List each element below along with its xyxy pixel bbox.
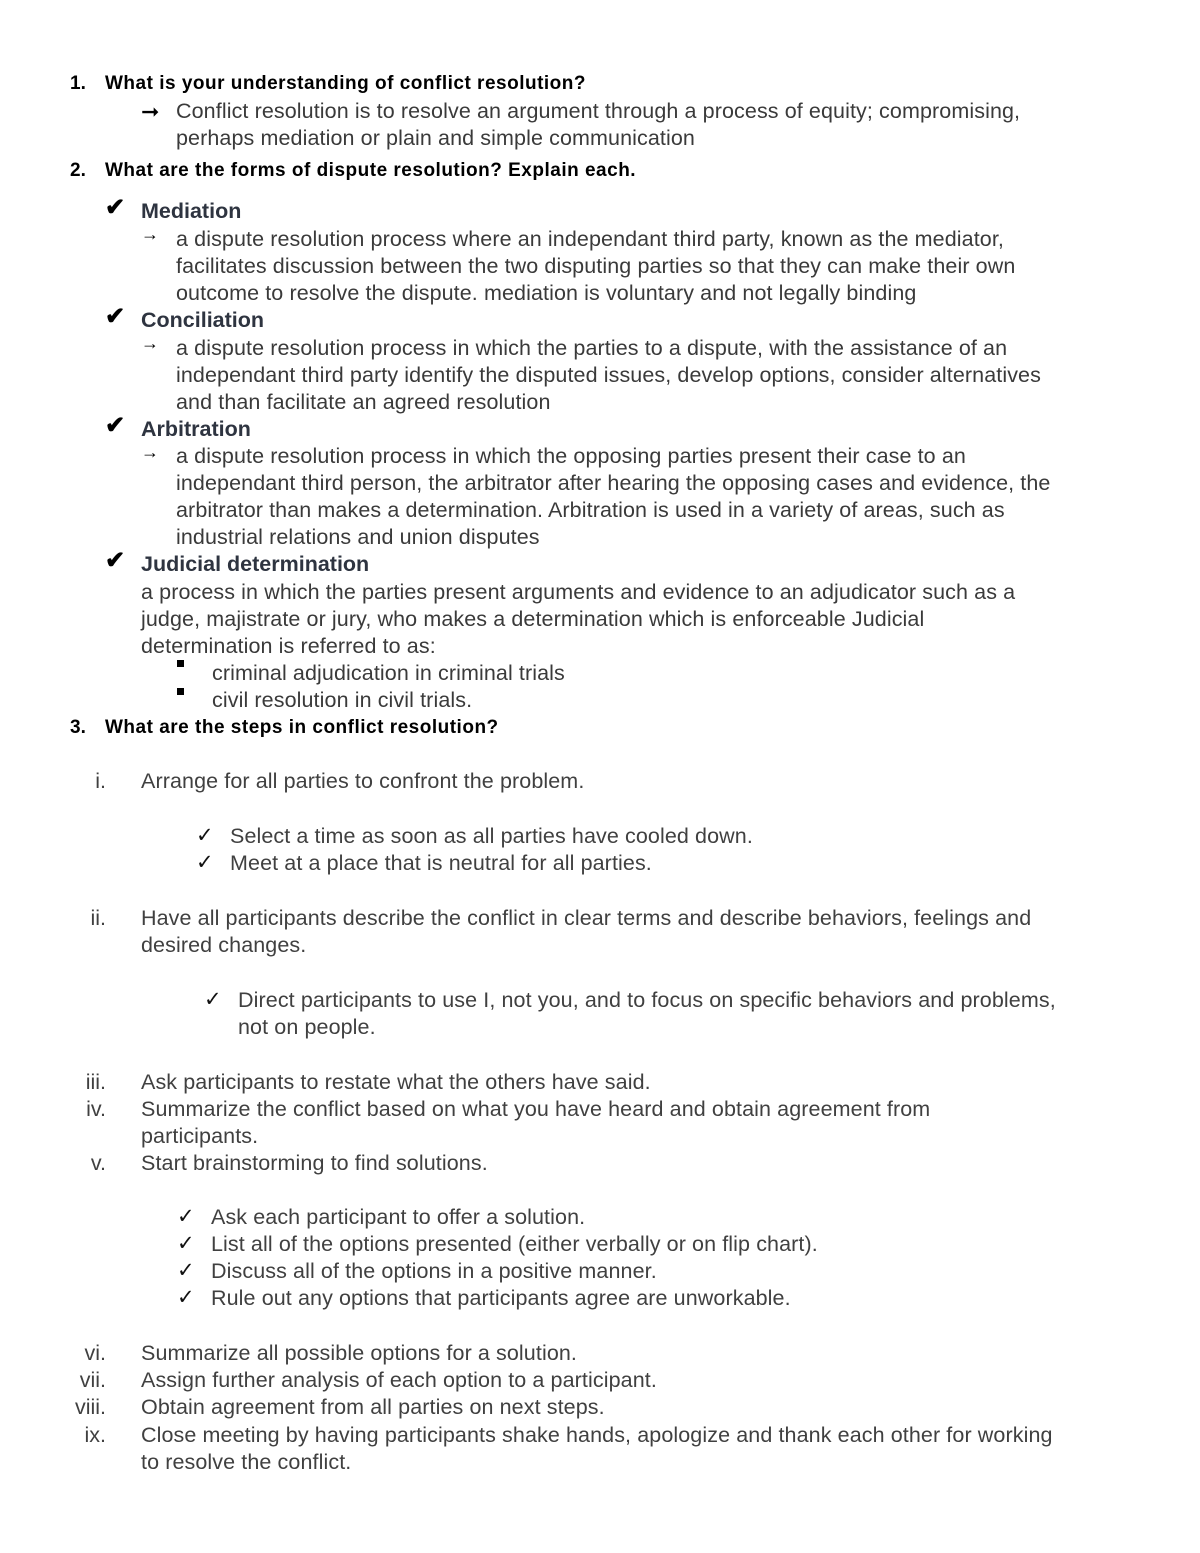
checkmark-icon: ✔ [105,412,126,439]
bullet-item: civil resolution in civil trials. [212,688,473,712]
checkmark-icon: ✔ [105,547,126,574]
bullet-square-icon [177,688,184,695]
checkmark-icon: ✓ [196,824,214,847]
question-3-number: 3. [70,717,86,738]
form-description-line: a process in which the parties present arguments and evidence to an adjudicator such as a [141,580,1016,604]
sub-step-text: Direct participants to use I, not you, and to focus on specific behaviors and problems, [238,988,1056,1012]
checkmark-icon: ✓ [177,1259,195,1282]
bullet-item: criminal adjudication in criminal trials [212,661,565,685]
form-description-line: outcome to resolve the dispute. mediation is voluntary and not legally binding [176,281,917,305]
sub-step-text: Discuss all of the options in a positive manner. [211,1259,657,1283]
step-numeral: ii. [90,906,106,930]
step-numeral: vii. [79,1368,106,1392]
checkmark-icon: ✓ [204,988,222,1011]
checkmark-icon: ✓ [177,1232,195,1255]
step-numeral: i. [95,769,106,793]
step-numeral: iii. [85,1070,106,1094]
arrow-icon: → [141,442,159,462]
checkmark-icon: ✔ [105,194,126,221]
step-text: Start brainstorming to find solutions. [141,1151,488,1175]
step-numeral: iv. [86,1097,106,1121]
question-2-text: What are the forms of dispute resolution? Explain each. [105,160,637,181]
bullet-square-icon [177,660,184,667]
form-title-conciliation: Conciliation [141,308,265,332]
question-1-text: What is your understanding of conflict resolution? [105,73,586,94]
step-text: Summarize all possible options for a solution. [141,1341,578,1365]
step-text: participants. [141,1124,259,1148]
form-description-line: industrial relations and union disputes [176,525,540,549]
step-numeral: v. [90,1151,106,1175]
sub-step-text: Select a time as soon as all parties have cooled down. [230,824,753,848]
form-description-line: a dispute resolution process in which the parties to a dispute, with the assistance of an [176,336,1008,360]
form-description-line: and than facilitate an agreed resolution [176,390,551,414]
form-title-arbitration: Arbitration [141,417,251,441]
step-text: Summarize the conflict based on what you have heard and obtain agreement from [141,1097,931,1121]
answer-1-line: Conflict resolution is to resolve an argument through a process of equity; compromising, [176,99,1021,123]
step-text: Ask participants to restate what the others have said. [141,1070,651,1094]
form-title-judicial-determination: Judicial determination [141,552,370,576]
form-description-line: determination is referred to as: [141,634,436,658]
form-description-line: independant third person, the arbitrator after hearing the opposing cases and evidence, the [176,471,1051,495]
step-text: Assign further analysis of each option to a participant. [141,1368,657,1392]
checkmark-icon: ✓ [177,1205,195,1228]
checkmark-icon: ✔ [105,303,126,330]
step-text: desired changes. [141,933,307,957]
arrow-icon: → [141,224,159,244]
form-description-line: independant third party identify the disputed issues, develop options, consider alternatives [176,363,1041,387]
form-description-line: a dispute resolution process in which the opposing parties present their case to an [176,444,966,468]
checkmark-icon: ✓ [177,1286,195,1309]
sub-step-text: Ask each participant to offer a solution. [211,1205,586,1229]
arrow-icon: ➞ [141,99,160,124]
form-description-line: judge, majistrate or jury, who makes a determination which is enforceable Judicial [141,607,925,631]
step-numeral: ix. [84,1423,106,1447]
question-3-text: What are the steps in conflict resolution? [105,717,499,738]
sub-step-text: List all of the options presented (either verbally or on flip chart). [211,1232,818,1256]
answer-1-line: perhaps mediation or plain and simple communication [176,126,695,150]
question-1-number: 1. [70,73,86,94]
sub-step-text: Rule out any options that participants agree are unworkable. [211,1286,791,1310]
sub-step-text: Meet at a place that is neutral for all parties. [230,851,652,875]
form-title-mediation: Mediation [141,199,242,223]
step-text: Obtain agreement from all parties on next steps. [141,1395,605,1419]
step-text: Arrange for all parties to confront the problem. [141,769,585,793]
step-numeral: vi. [84,1341,106,1365]
step-text: Close meeting by having participants shake hands, apologize and thank each other for working [141,1423,1053,1447]
arrow-icon: → [141,333,159,353]
step-text: Have all participants describe the conflict in clear terms and describe behaviors, feelings and [141,906,1032,930]
form-description-line: facilitates discussion between the two disputing parties so that they can make their own [176,254,1016,278]
step-text: to resolve the conflict. [141,1450,352,1474]
form-description-line: a dispute resolution process where an independant third party, known as the mediator, [176,227,1004,251]
sub-step-text: not on people. [238,1015,376,1039]
checkmark-icon: ✓ [196,851,214,874]
form-description-line: arbitrator than makes a determination. Arbitration is used in a variety of areas, such as [176,498,1005,522]
question-2-number: 2. [70,160,86,181]
step-numeral: viii. [74,1395,106,1419]
